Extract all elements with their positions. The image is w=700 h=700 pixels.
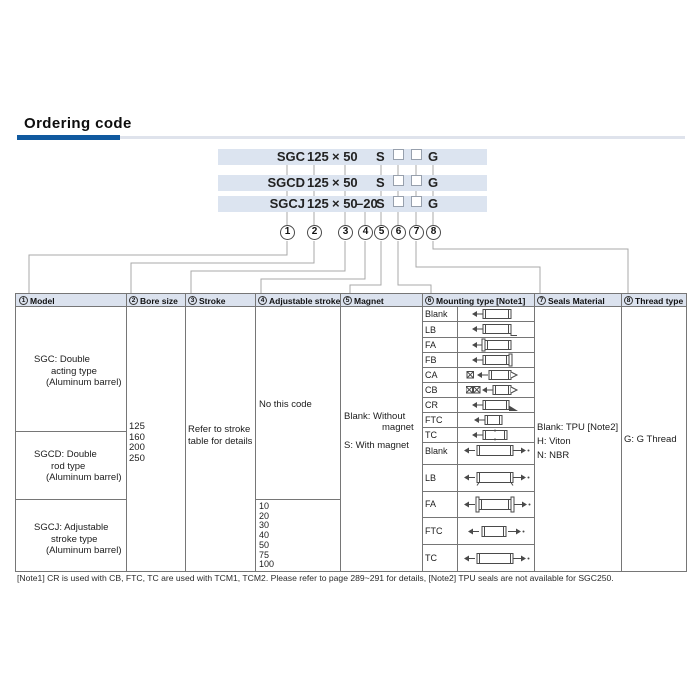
model-line: stroke type (51, 533, 98, 545)
header-cell-model (16, 294, 126, 307)
seals-code-box (411, 149, 422, 160)
mounting-code-label: LB (425, 472, 437, 483)
model-line: acting type (51, 365, 97, 377)
callout-5: 5 (374, 225, 389, 240)
mounting-code-box (393, 175, 404, 186)
model-entry-sgcj (34, 522, 122, 557)
adjustable-stroke-none: No this code (259, 399, 312, 410)
mounting-code-label: FA (425, 340, 437, 350)
mounting-row (423, 398, 534, 413)
thread-type-option: G: G Thread (624, 434, 677, 445)
mounting-single-rod-rows (423, 307, 534, 438)
mounting-double-rod-rows (423, 438, 534, 571)
thread-code: G (428, 175, 439, 190)
bore-size-value: 125 (129, 421, 145, 432)
model-code: SGCD (267, 175, 305, 190)
mounting-code-label: FTC (425, 526, 443, 537)
stroke-code: × 50 (332, 149, 358, 164)
callout-1: 1 (280, 225, 295, 240)
column-divider (534, 294, 535, 571)
mounting-code-label: Blank (425, 445, 448, 456)
mounting-row (423, 307, 534, 322)
circled-number-icon: 5 (343, 296, 352, 305)
adjustable-stroke-value: 75 (259, 549, 270, 560)
title-rule (120, 136, 685, 139)
model-entry-sgc (34, 354, 122, 389)
bore-size-list (129, 422, 145, 464)
double-rod-basic-icon (458, 442, 534, 459)
mounting-row (423, 492, 534, 519)
header-label: Thread type (635, 295, 684, 306)
circled-number-icon: 4 (258, 296, 267, 305)
circled-number-icon: 8 (624, 296, 633, 305)
cylinder-basic-icon (458, 307, 534, 321)
header-cell-bore-size (126, 294, 185, 307)
column-divider (340, 294, 341, 571)
mounting-code-label: TC (425, 430, 437, 440)
header-cell-seals-material (534, 294, 621, 307)
cylinder-front-flange-icon (458, 338, 534, 352)
mounting-code-label: TC (425, 553, 437, 564)
model-line: (Aluminum barrel) (46, 472, 122, 483)
mounting-code-box (393, 196, 404, 207)
column-divider (126, 294, 127, 571)
bore-size-value: 160 (129, 431, 145, 443)
adjustable-stroke-list (259, 502, 274, 570)
adjustable-stroke-value: 20 (259, 510, 270, 521)
adjustable-code: –20 (356, 196, 378, 211)
column-divider (255, 294, 256, 571)
mounting-code-label: Blank (425, 309, 448, 319)
seals-option: Blank: TPU [Note2] (537, 422, 619, 433)
header-note-ref: [Note1] (496, 295, 526, 306)
magnet-code: S (376, 175, 385, 190)
callout-4: 4 (358, 225, 373, 240)
model-row-divider (16, 499, 126, 500)
mounting-row (423, 518, 534, 545)
double-rod-trunnion-icon (458, 550, 534, 567)
magnet-option: Blank: Without (344, 411, 406, 422)
callout-6: 6 (391, 225, 406, 240)
thread-code: G (428, 196, 439, 211)
stroke-note-line: Refer to stroke (188, 424, 251, 435)
header-label: Model (30, 295, 55, 306)
mounting-row (423, 438, 534, 465)
bore-code: 125 (307, 175, 329, 190)
header-cell-adjustable-stroke (255, 294, 340, 307)
model-row-divider (16, 431, 126, 432)
magnet-code: S (376, 149, 385, 164)
magnet-options (344, 411, 414, 451)
mounting-code-label: FA (425, 499, 437, 510)
circled-number-icon: 6 (425, 296, 434, 305)
cylinder-rear-pivot-icon (458, 398, 534, 412)
model-line: (Aluminum barrel) (46, 377, 122, 388)
bore-size-value: 200 (129, 442, 145, 453)
bore-code: 125 (307, 196, 329, 211)
stroke-code: × 50 (332, 175, 358, 190)
bore-code: 125 (307, 149, 329, 164)
cylinder-foot-mount-icon (458, 322, 534, 337)
mounting-code-label: CB (425, 385, 438, 395)
callout-7: 7 (409, 225, 424, 240)
callout-2: 2 (307, 225, 322, 240)
callout-8: 8 (426, 225, 441, 240)
header-label: Seals Material (548, 295, 605, 306)
code-row-sgcj (218, 196, 487, 212)
footnote: [Note1] CR is used with CB, FTC, TC are used with TCM1, TCM2. Please refer to page 289~291 for details, [Note2] TPU seals are not available for SGC250. (17, 573, 614, 583)
seals-code-box (411, 175, 422, 186)
magnet-option: S: With magnet (344, 440, 409, 451)
column-divider (621, 294, 622, 571)
circled-number-icon: 3 (188, 296, 197, 305)
magnet-option: magnet (382, 422, 414, 433)
seals-material-options (537, 421, 618, 463)
page-title: Ordering code (24, 115, 132, 132)
circled-number-icon: 1 (19, 296, 28, 305)
model-line: (Aluminum barrel) (46, 545, 122, 556)
title-accent-bar (17, 135, 120, 140)
seals-option: H: Viton (537, 436, 571, 447)
header-cell-thread-type (621, 294, 686, 307)
mounting-code-label: CR (425, 400, 438, 410)
callout-3: 3 (338, 225, 353, 240)
stroke-code: × 50 (332, 196, 358, 211)
header-label: Bore size (140, 295, 178, 306)
stroke-note-line: table for details (188, 435, 253, 447)
mounting-code-box (393, 149, 404, 160)
header-label: Magnet (354, 295, 384, 306)
mounting-row (423, 413, 534, 428)
model-entry-sgcd (34, 449, 122, 484)
column-divider (185, 294, 186, 571)
adjustable-stroke-value: 30 (259, 520, 270, 531)
model-line: rod type (51, 460, 86, 472)
adjustable-stroke-value: 10 (259, 501, 270, 511)
circled-number-icon: 7 (537, 296, 546, 305)
mounting-code-label: CA (425, 370, 438, 380)
bore-size-value: 250 (129, 452, 145, 464)
adjustable-row-divider (255, 499, 340, 500)
model-code: SGC (276, 149, 305, 164)
header-label: Mounting type (436, 295, 495, 306)
mounting-row (423, 338, 534, 353)
mounting-row (423, 368, 534, 383)
mounting-code-label: FTC (425, 415, 443, 425)
model-line: SGCD: Double (34, 449, 97, 460)
model-code: SGCJ (269, 196, 305, 211)
mounting-row (423, 545, 534, 571)
adjustable-stroke-value: 100 (259, 559, 275, 570)
header-cell-magnet (340, 294, 422, 307)
cylinder-clevis-a-icon (458, 368, 534, 382)
model-line: SGC: Double (34, 354, 90, 365)
mounting-row (423, 322, 534, 338)
model-line: SGCJ: Adjustable (34, 522, 109, 533)
header-label: Adjustable stroke (269, 295, 341, 306)
cylinder-clevis-b-icon (458, 383, 534, 397)
seals-code-box (411, 196, 422, 207)
adjustable-stroke-value: 50 (259, 539, 270, 550)
thread-code: G (428, 149, 439, 164)
double-rod-flange-icon (458, 496, 534, 513)
code-row-sgc (218, 149, 487, 165)
mounting-code-label: FB (425, 355, 437, 365)
circled-number-icon: 2 (129, 296, 138, 305)
mounting-row (423, 353, 534, 368)
header-cell-stroke (185, 294, 255, 307)
cylinder-compact-icon (458, 413, 534, 427)
mounting-code-label: LB (425, 324, 437, 335)
double-rod-compact-icon (458, 523, 534, 540)
seals-option: N: NBR (537, 450, 570, 461)
ordering-table (15, 293, 687, 572)
adjustable-stroke-value: 40 (259, 530, 270, 541)
code-row-sgcd (218, 175, 487, 191)
mounting-row (423, 465, 534, 492)
mounting-row (423, 383, 534, 398)
header-cell-mounting-type (422, 294, 534, 307)
header-label: Stroke (199, 295, 226, 306)
stroke-note (188, 424, 252, 447)
double-rod-foot-mount-icon (458, 469, 534, 486)
cylinder-rear-flange-icon (458, 353, 534, 367)
magnet-code: S (376, 196, 385, 211)
